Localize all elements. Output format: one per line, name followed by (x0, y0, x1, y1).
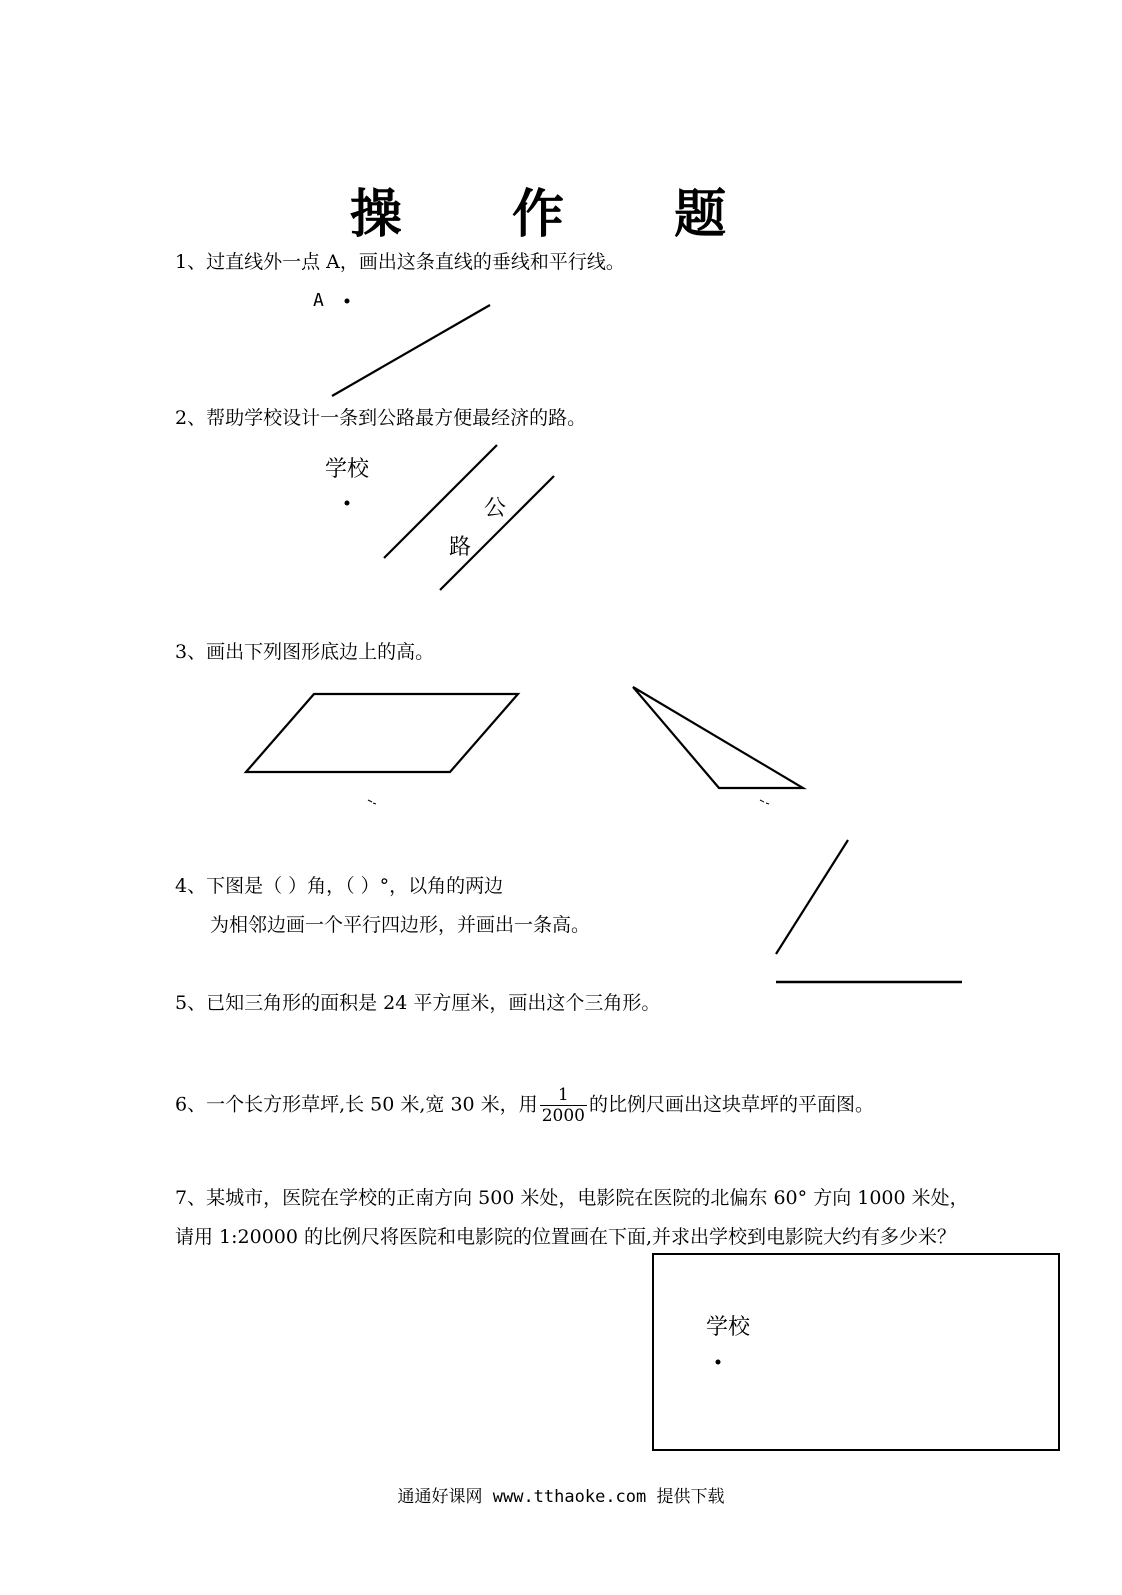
page-title: 操 作 题 (349, 184, 773, 245)
point-a-label: A (313, 290, 324, 311)
box-school-label: 学校 (706, 1315, 751, 1340)
question-4-line-2: 为相邻边画一个平行四边形，并画出一条高。 (210, 914, 591, 936)
road-label-2: 路 (449, 535, 472, 560)
angle-side-1 (776, 840, 848, 954)
point-a-dot (345, 299, 350, 304)
question-2-text: 2、帮助学校设计一条到公路最方便最经济的路。 (175, 407, 587, 429)
parallelogram (246, 694, 518, 772)
obtuse-triangle (633, 687, 803, 788)
mark-2 (760, 800, 769, 804)
question-6-after: 的比例尺画出这块草坪的平面图。 (588, 1093, 874, 1116)
fraction-denominator: 2000 (541, 1106, 585, 1126)
road-edge-1 (384, 445, 497, 558)
mark-1 (368, 800, 376, 804)
question-6-before: 6、一个长方形草坪,长 50 米,宽 30 米，用 (175, 1093, 538, 1116)
road-label-1: 公 (484, 496, 507, 521)
question-1-text: 1、过直线外一点 A，画出这条直线的垂线和平行线。 (175, 251, 625, 273)
footer: 通通好课网 www.tthaoke.com 提供下载 (397, 1487, 725, 1507)
question-5-text: 5、已知三角形的面积是 24 平方厘米，画出这个三角形。 (175, 992, 661, 1014)
road-edge-2 (440, 476, 554, 590)
question-7-line-2: 请用 1:20000 的比例尺将医院和电影院的位置画在下面,并求出学校到电影院大约有多少米？ (175, 1226, 957, 1248)
school-label: 学校 (325, 457, 370, 482)
question-4-line-1: 4、下图是（ ）角，（ ）°，以角的两边 (175, 875, 504, 897)
fraction-numerator: 1 (540, 1085, 587, 1106)
question-3-text: 3、画出下列图形底边上的高。 (175, 641, 435, 663)
school-dot (345, 501, 350, 506)
box-school-dot (716, 1360, 721, 1365)
question-7-line-1: 7、某城市，医院在学校的正南方向 500 米处，电影院在医院的北偏东 60° 方向 1000 米处， (175, 1187, 969, 1209)
q1-line (332, 305, 490, 396)
